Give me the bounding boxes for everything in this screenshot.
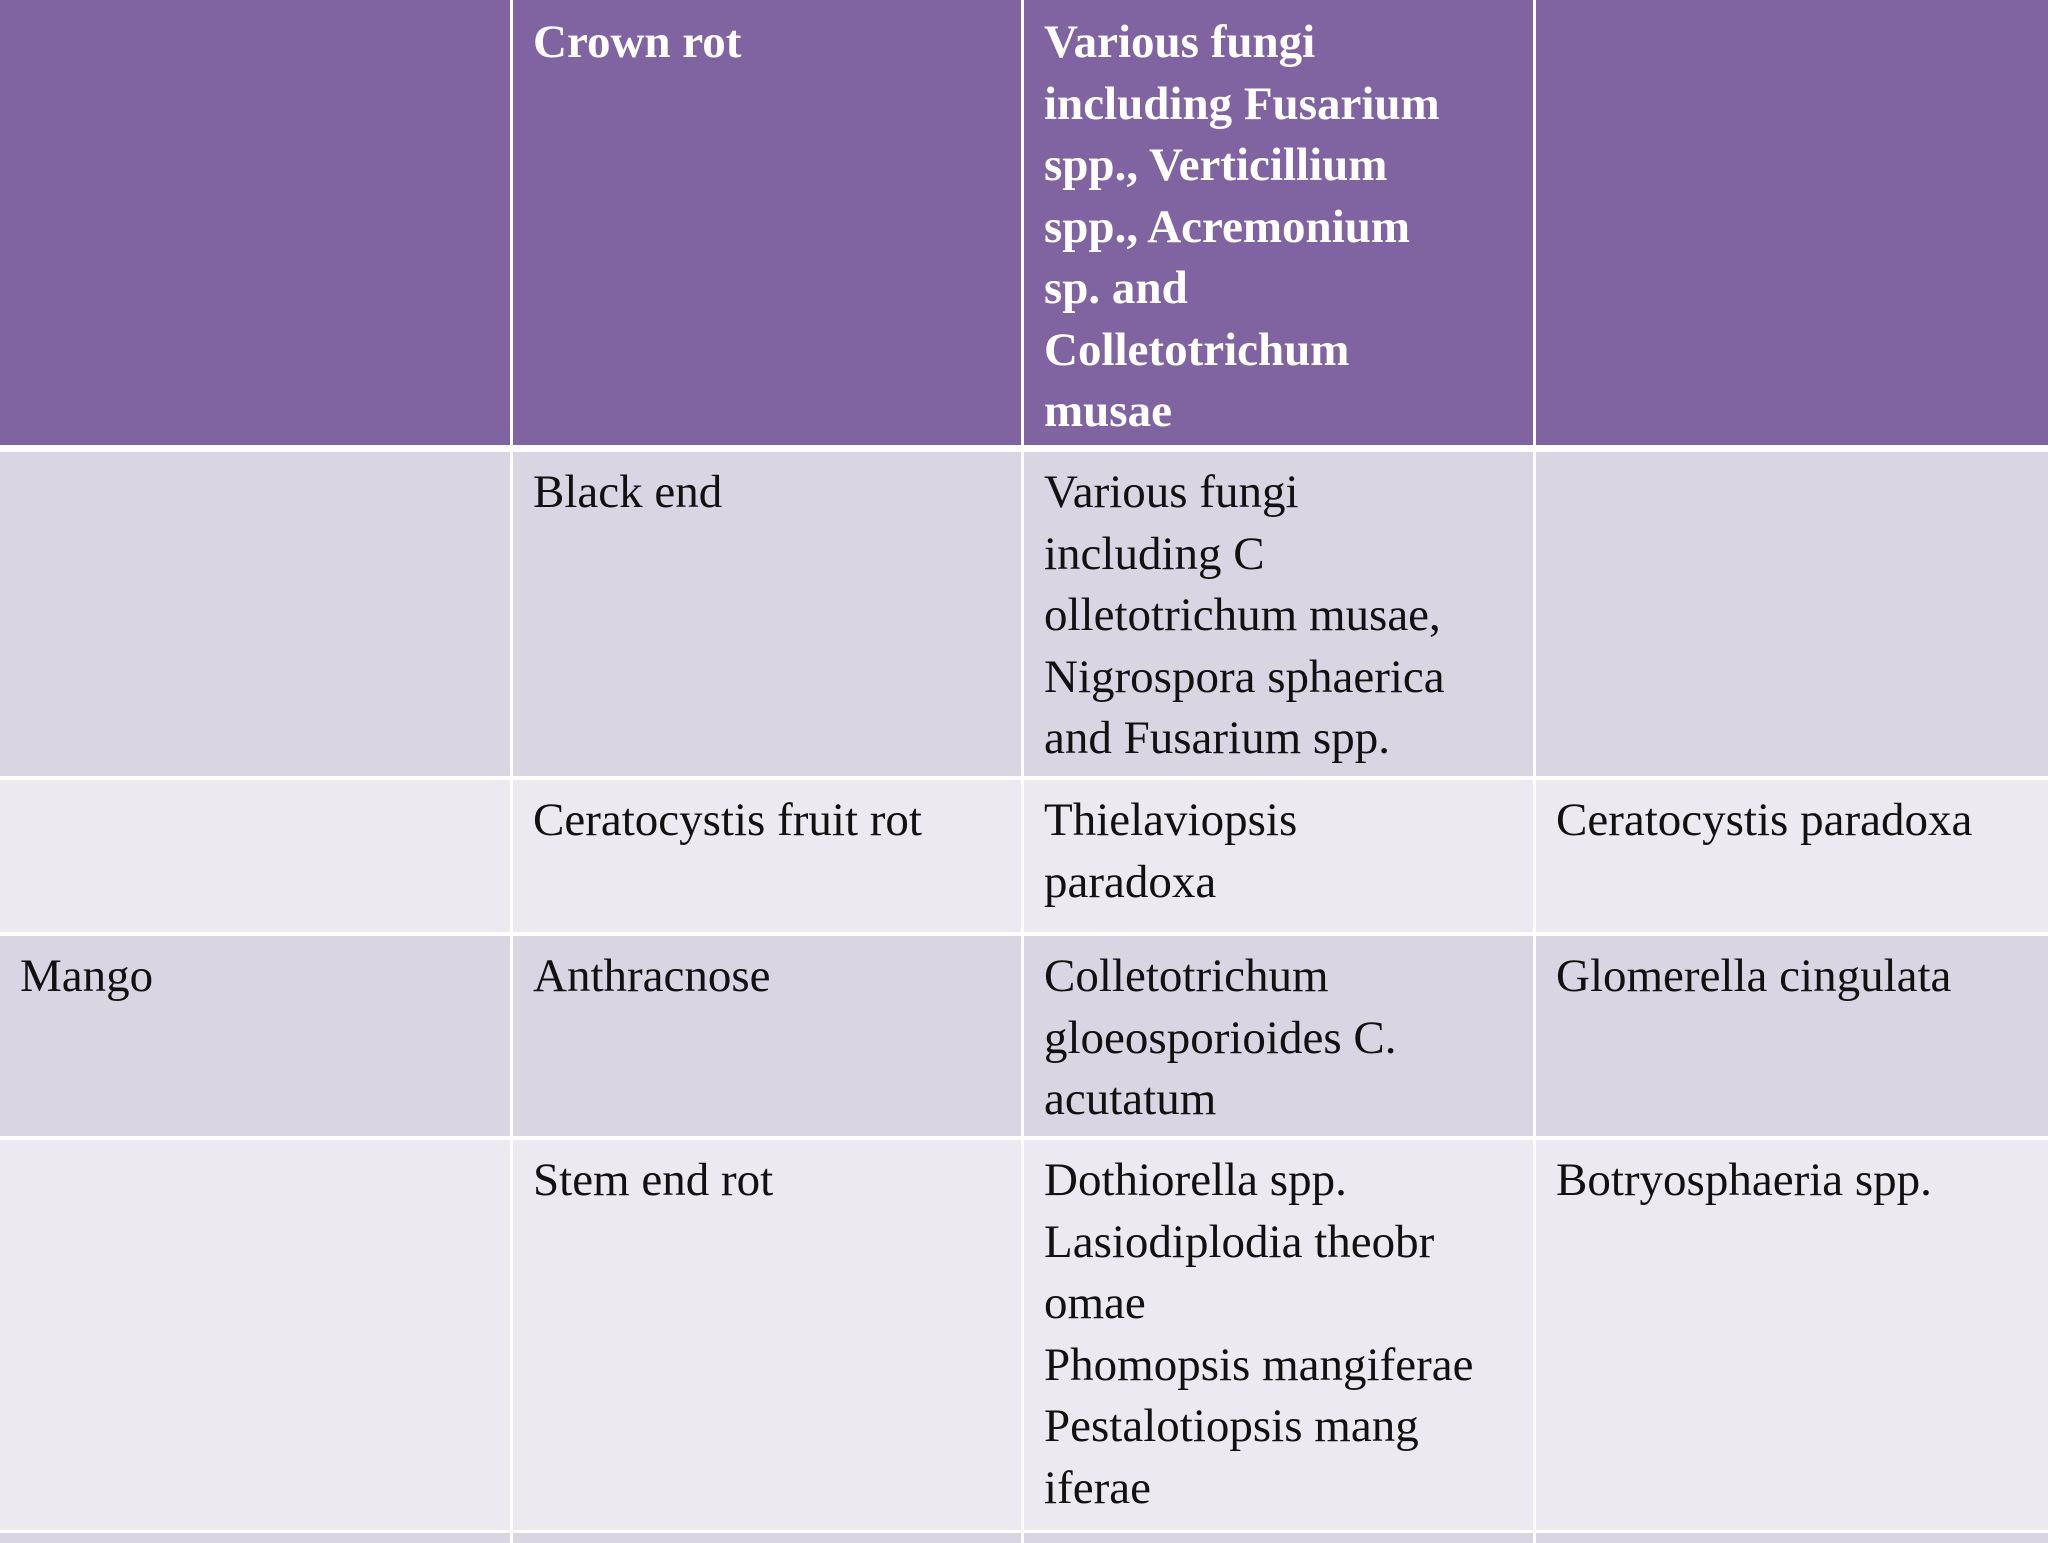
- table-row: [0, 1140, 2048, 1530]
- perfect-state-cell: Ceratocystis paradoxa: [1536, 780, 2048, 932]
- pathogen-cell: Thielaviopsis paradoxa: [1024, 780, 1533, 932]
- crop-cell: [0, 452, 510, 776]
- header-perfect-state-cell: [1536, 0, 2048, 445]
- disease-cell: [513, 1533, 1021, 1543]
- crop-cell: [0, 1140, 510, 1530]
- table-row: [0, 780, 2048, 932]
- table-row: [0, 936, 2048, 1136]
- disease-cell: Anthracnose: [513, 936, 1021, 1136]
- pathogen-cell: [1024, 1533, 1533, 1543]
- table-row: [0, 452, 2048, 776]
- pathogen-cell: Colletotrichum gloeosporioides C. acutatum: [1024, 936, 1533, 1136]
- header-disease-cell: Crown rot: [513, 0, 1021, 445]
- perfect-state-cell: Glomerella cingulata: [1536, 936, 2048, 1136]
- perfect-state-cell: [1536, 1533, 2048, 1543]
- pathogen-cell: Dothiorella spp. Lasiodiplodia theobr omae Phomopsis mangiferae Pestalotiopsis mang iferae: [1024, 1140, 1533, 1530]
- disease-cell: Stem end rot: [513, 1140, 1021, 1530]
- crop-cell: [0, 1533, 510, 1543]
- header-pathogen-cell: Various fungi including Fusarium spp., Verticillium spp., Acremonium sp. and Colletotrichum musae: [1024, 0, 1533, 445]
- perfect-state-cell: Botryosphaeria spp.: [1536, 1140, 2048, 1530]
- crop-cell: Mango: [0, 936, 510, 1136]
- crop-cell: [0, 780, 510, 932]
- pathogen-cell: Various fungi including C olletotrichum musae, Nigrospora sphaerica and Fusarium spp.: [1024, 452, 1533, 776]
- perfect-state-cell: [1536, 452, 2048, 776]
- disease-cell: Ceratocystis fruit rot: [513, 780, 1021, 932]
- header-crop-cell: [0, 0, 510, 445]
- table-header-row: [0, 0, 2048, 445]
- disease-cell: Black end: [513, 452, 1021, 776]
